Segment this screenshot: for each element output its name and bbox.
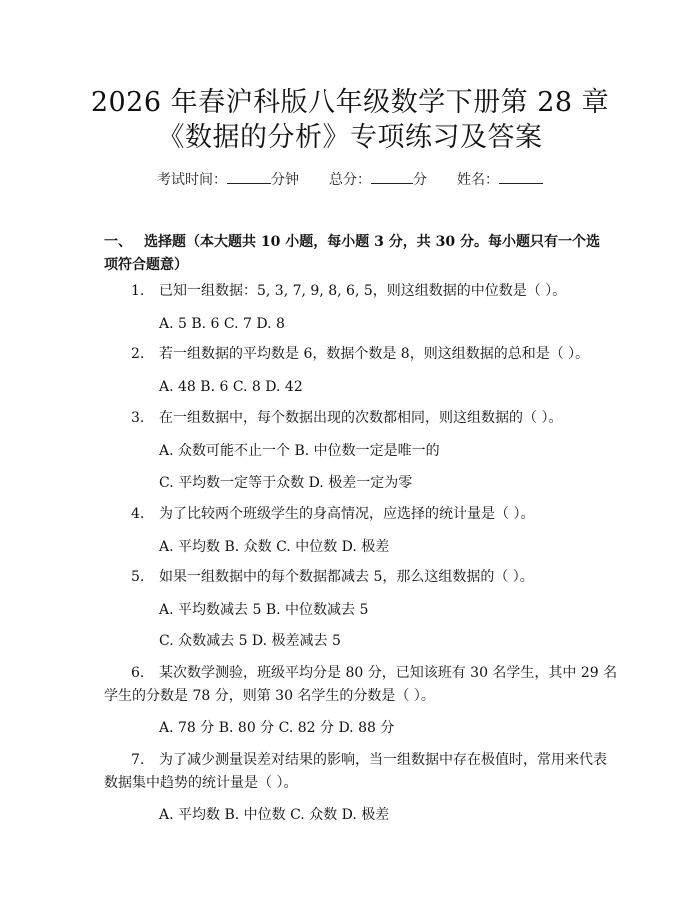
question-6-line-1 (131, 663, 617, 683)
score-label: 总分： (329, 172, 371, 188)
question-5-options-line-1: A. 平均数减去 5 B. 中位数减去 5 (159, 602, 369, 618)
question-number: 1. (131, 283, 145, 299)
question-number: 6. (131, 665, 145, 681)
score-unit: 分 (413, 172, 427, 188)
name-blank (499, 169, 543, 184)
question-text: 若一组数据的平均数是 6，数据个数是 8，则这组数据的总和是（ ）。 (159, 346, 590, 362)
question-text: 在一组数据中，每个数据出现的次数都相同，则这组数据的（ ）。 (159, 410, 563, 426)
time-blank (227, 169, 271, 184)
name-label: 姓名： (457, 172, 499, 188)
question-7-line-1 (131, 750, 607, 770)
document-title-line-2: 《数据的分析》专项练习及答案 (157, 122, 543, 153)
question-text: 如果一组数据中的每个数据都减去 5，那么这组数据的（ ）。 (159, 569, 534, 585)
question-2 (131, 344, 589, 364)
question-number: 5. (131, 569, 145, 585)
time-label: 考试时间： (157, 172, 227, 188)
question-7-options: A. 平均数 B. 中位数 C. 众数 D. 极差 (159, 807, 390, 823)
question-number: 2. (131, 346, 145, 362)
score-blank (371, 169, 413, 184)
question-number: 7. (131, 752, 145, 768)
question-3 (131, 408, 562, 428)
question-1-options: A. 5 B. 6 C. 7 D. 8 (159, 316, 285, 332)
question-6-options: A. 78 分 B. 80 分 C. 82 分 D. 88 分 (159, 720, 395, 736)
question-text: 为了减少测量误差对结果的影响，当一组数据中存在极值时，常用来代表 (159, 752, 607, 768)
question-1 (131, 281, 566, 301)
section-text: 选择题（本大题共 10 小题，每小题 3 分，共 30 分。每小题只有一个选项符合题意） (104, 234, 600, 273)
time-unit: 分钟 (271, 172, 299, 188)
question-3-options-line-2: C. 平均数一定等于众数 D. 极差一定为零 (159, 475, 413, 491)
question-text: 为了比较两个班级学生的身高情况，应选择的统计量是（ ）。 (159, 506, 535, 522)
section-heading (104, 231, 604, 277)
exam-meta (0, 169, 700, 190)
section-number: 一、 (104, 234, 132, 250)
question-7-line-2: 数据集中趋势的统计量是（ ）。 (104, 775, 298, 791)
question-6-line-2: 学生的分数是 78 分，则第 30 名学生的分数是（ ）。 (104, 688, 435, 704)
question-text: 已知一组数据：5, 3, 7, 9, 8, 6, 5，则这组数据的中位数是（ ）。 (159, 283, 567, 299)
question-4-options: A. 平均数 B. 众数 C. 中位数 D. 极差 (159, 539, 390, 555)
question-number: 4. (131, 506, 145, 522)
question-3-options-line-1: A. 众数可能不止一个 B. 中位数一定是唯一的 (159, 443, 440, 459)
question-text: 某次数学测验，班级平均分是 80 分，已知该班有 30 名学生，其中 29 名 (159, 665, 618, 681)
question-2-options: A. 48 B. 6 C. 8 D. 42 (159, 379, 303, 395)
question-number: 3. (131, 410, 145, 426)
document-title-line-1: 2026 年春沪科版八年级数学下册第 28 章 (90, 87, 610, 118)
question-5-options-line-2: C. 众数减去 5 D. 极差减去 5 (159, 633, 341, 649)
question-5 (131, 567, 534, 587)
question-4 (131, 504, 534, 524)
